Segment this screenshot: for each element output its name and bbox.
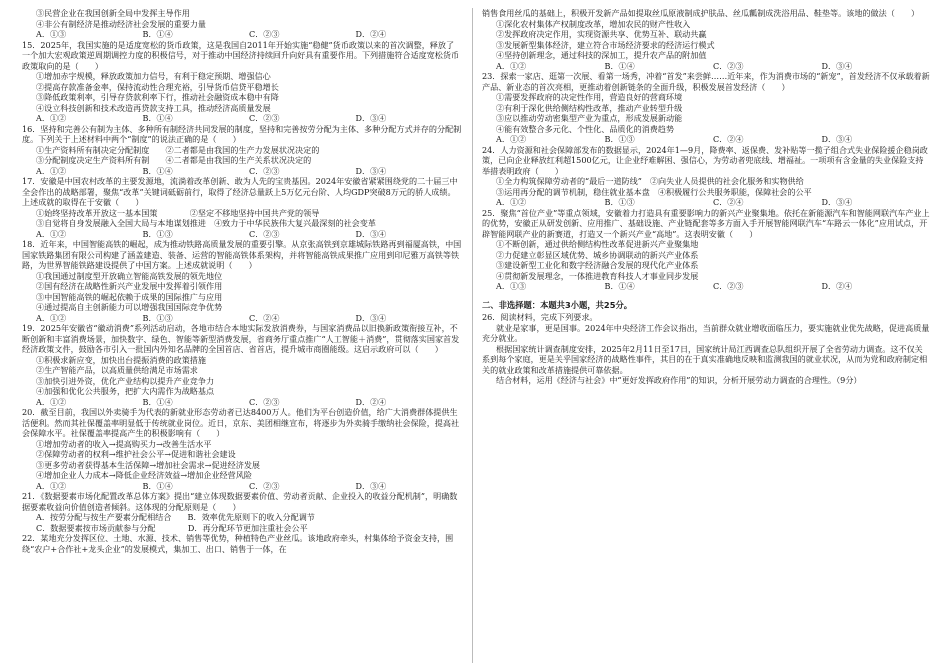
question-stem: 25．聚焦“首位产业”等重点领域，安徽着力打造具有重要影响力的新兴产业聚集地。依托在新能源汽车和智能网联汽车产业上的优势，安徽正从研发创新、应用推广、基础设施、产业链配套等多方面入手开展智能网联汽车“车路云一体化”应用试点，开辟智能网联产业的新赛道，打造又一个新兴产业“高地”。这表明安徽（ ） xyxy=(482,207,930,239)
choice-d[interactable]: D．③④ xyxy=(355,228,387,239)
question-stem: 26．阅读材料，完成下列要求。 xyxy=(482,312,598,322)
option: ③分配制度决定生产资料所有制 ④二者都是由我国的生产关系状况决定的 xyxy=(36,155,312,165)
section-title: 二、非选择题：本题共3小题，共25分。 xyxy=(482,299,633,310)
choice-a[interactable]: A．①② xyxy=(496,197,527,207)
answer-choices xyxy=(482,134,930,145)
option: ④增加企业人力成本→降低企业经济效益→增加企业经营风险 xyxy=(36,470,252,480)
choice-a[interactable]: A．①② xyxy=(36,113,67,123)
left-column xyxy=(22,8,462,554)
choice-d[interactable]: D．③④ xyxy=(355,113,387,123)
choice-c[interactable]: C．②③ xyxy=(249,113,280,123)
option: ④通过提高自主创新能力可以增强我国国际竞争优势 xyxy=(36,302,223,312)
option: ②保障劳动者的权利→维护社会公平→促进和谐社会建设 xyxy=(36,449,236,459)
option: ②提高存款准备金率，保持流动性合理充裕，引导货币信贷平稳增长 xyxy=(36,81,279,92)
option: ②有利于深化供给侧结构性改革，推动产业转型升级 xyxy=(496,102,683,113)
question-21 xyxy=(22,491,462,533)
option: ③降低政策利率，引导存贷款利率下行，推动社会融资成本稳中有降 xyxy=(36,92,279,102)
option: ①增加赤字规模，释放政策加力信号，有利于稳定预期、增强信心 xyxy=(36,71,271,81)
choice-c[interactable]: C．②③ xyxy=(713,60,744,71)
choice-d[interactable]: D．③④ xyxy=(355,312,387,323)
choice-c[interactable]: C．②④ xyxy=(249,312,280,323)
option: ④能有效整合多元化、个性化、品质化的消费趋势 xyxy=(496,123,675,134)
choice-a[interactable]: A．①③ xyxy=(496,281,527,291)
option: ③发展新型集体经济，建立符合市场经济要求的经济运行模式 xyxy=(496,39,715,50)
choice-d[interactable]: D．③④ xyxy=(355,480,387,491)
question-stem: 23．探索一家店、逛第一次展、看第一场秀，冲着“首发”来尝鲜……近年来，作为消费市场的“新宠”，首发经济不仅承载着新产品、新业态的首次亮相，更推动着创新链条的全面升级，积极发展首发经济（ ） xyxy=(482,71,930,92)
option: ③建设新型工业化和数字经济融合发展的现代化产业体系 xyxy=(496,260,699,270)
option: ①需要发挥政府的决定性作用，营造良好的营商环境 xyxy=(496,92,683,102)
choice-d[interactable]: D．③④ xyxy=(821,60,853,71)
choice-d[interactable]: D．③④ xyxy=(821,197,853,207)
option[interactable]: A．按劳分配与按生产要素分配相结合 B．效率优先原则下的收入分配调节 xyxy=(36,512,315,522)
question-stem: 16．坚持和完善公有制为主体、多种所有制经济共同发展的制度，坚持和完善按劳分配为主体、多种分配方式并存的分配制度。下列关于上述材料中两个“制度”的说法正确的是（ ） xyxy=(22,123,462,144)
answer-choices xyxy=(22,313,462,324)
choice-b[interactable]: B．①④ xyxy=(604,60,635,71)
question-stem: 销售食用丝瓜的基础上，积极开发新产品如提取丝瓜原液制成护肤品、丝瓜瓤制成洗浴用品、鞋垫等。该地的做法（ ） xyxy=(482,8,920,18)
option: ①不断创新，通过供给侧结构性改革促进新兴产业聚集地 xyxy=(496,239,699,249)
answer-choices xyxy=(22,113,462,124)
answer-choices xyxy=(482,281,930,292)
answer-choices xyxy=(22,481,462,492)
choice-b[interactable]: B．①④ xyxy=(142,396,173,407)
material-paragraph: 根据国家统计调查制度安排，2025年2月11日至17日，国家统计局江西调查总队组织开展了全省劳动力调查。这不仅关系到每个家庭，更是关乎国家经济的战略性事件，其目的在于真实准确地反映和监测我国的就业状况，从而为党和政府制定相关的就业政策和改革措施提供可靠依据。 xyxy=(482,343,928,375)
option: ③更多劳动者获得基本生活保障→增加社会需求→促进经济发展 xyxy=(36,459,261,470)
choice-a[interactable]: A．①② xyxy=(496,60,527,71)
question-20 xyxy=(22,407,462,491)
question-requirement: 结合材料，运用《经济与社会》中“更好发挥政府作用”的知识，分析开展劳动力调查的合理性。（9分） xyxy=(496,375,862,385)
choice-c[interactable]: C．②④ xyxy=(713,134,744,144)
option: ②生产智能产品，以高质量供给满足市场需求 xyxy=(36,365,198,375)
choice-c[interactable]: C．②③ xyxy=(249,480,280,491)
question-26 xyxy=(482,312,930,386)
question-22-continued xyxy=(482,8,930,71)
answer-choices xyxy=(22,29,462,40)
option: ④贯彻新发展理念，一体推进教育科技人才事业同步发展 xyxy=(496,270,699,281)
option: ③民营企业在我国创新全局中发挥主导作用 xyxy=(36,8,190,18)
option: ③自觉将自身发展融入全国大局与本地谋划推进 ④致力于中华民族伟大复兴最深刻的社会变革 xyxy=(36,218,376,228)
question-stem: 21．《数据要素市场化配置改革总体方案》提出“建立体现数据要素价值、劳动者贡献、企业投入的收益分配机制”，明确数据要素收益向价值创造者倾斜。这体现的分配原则是（ ） xyxy=(22,491,458,512)
choice-c[interactable]: C．②③ xyxy=(249,165,280,176)
column-divider xyxy=(472,8,473,663)
option: ④坚持创新理念，通过科技的深加工，提升农产品的附加值 xyxy=(496,50,707,60)
option: ①增加劳动者的收入→提高购买力→改善生活水平 xyxy=(36,438,212,449)
question-25 xyxy=(482,208,930,292)
option[interactable]: C．数据要素按市场贡献参与分配 D．再分配环节更加注重社会公平 xyxy=(36,522,308,533)
option: ①生产资料所有制决定分配制度 ②二者都是由我国的生产力发展状况决定的 xyxy=(36,144,320,155)
answer-choices xyxy=(22,229,462,240)
option: ①积极求新应变，加快出台提振消费的政策措施 xyxy=(36,354,206,365)
choice-a[interactable]: A．①③ xyxy=(36,29,67,39)
choice-a[interactable]: A．①② xyxy=(36,480,67,491)
option: ②力促建立彰显区域优势、城乡协调联动的新兴产业体系 xyxy=(496,249,699,260)
answer-choices xyxy=(22,166,462,177)
choice-a[interactable]: A．①② xyxy=(36,396,67,407)
option: ③应以推动劳动密集型产业为重点，形成发展新动能 xyxy=(496,113,683,123)
choice-b[interactable]: B．①④ xyxy=(142,480,173,491)
choice-d[interactable]: D．②④ xyxy=(355,396,387,407)
choice-a[interactable]: A．①② xyxy=(496,134,527,144)
material-paragraph: 就业是家事，更是国事。2024年中央经济工作会议指出，当前群众就业增收面临压力，要实施就业优先战略，促进高质量充分就业。 xyxy=(482,322,930,343)
choice-c[interactable]: C．②③ xyxy=(249,396,280,407)
right-column xyxy=(482,8,930,386)
option: ③加快引进外资，优化产业结构以提升产业竞争力 xyxy=(36,375,215,386)
question-stem: 24．人力资源和社会保障部发布的数据显示，2024年1—9月，降费率、返保费、发补贴等一揽子组合式失业保险援企稳岗政策，已向企业释放红利超1500亿元，让企业纾难解困、强信心，为劳动者兜底线、增福祉。一项项有含金量的失业保险支持举措表明政府（ ） xyxy=(482,144,928,176)
choice-a[interactable]: A．①② xyxy=(36,312,67,323)
option: ②发挥政府决定作用，实现资源共享、优势互补、联动共赢 xyxy=(496,29,707,39)
choice-d[interactable]: D．③④ xyxy=(821,134,853,144)
answer-choices xyxy=(482,197,930,208)
choice-b[interactable]: B．①④ xyxy=(142,113,173,123)
option: ①始终坚持改革开放这一基本国策 ②坚定不移地坚持中国共产党的领导 xyxy=(36,207,320,218)
choice-d[interactable]: D．②④ xyxy=(355,29,387,39)
option: ③中国智能高铁的崛起依赖于成果的国际推广与应用 xyxy=(36,291,223,302)
question-18 xyxy=(22,239,462,323)
choice-c[interactable]: C．②③ xyxy=(249,228,280,239)
question-17 xyxy=(22,176,462,239)
option: ③运用再分配的调节机制，稳住就业基本盘 ④积极履行公共服务职能，保障社会的公平 xyxy=(496,186,812,197)
option: ②国有经济在战略性新兴产业发展中发挥着引领作用 xyxy=(36,281,223,291)
choice-b[interactable]: B．①④ xyxy=(604,281,635,291)
choice-b[interactable]: B．①③ xyxy=(142,312,173,323)
question-stem: 15．2025年，我国实施的是适度宽松的货币政策，这是我国自2011年开始实施“稳健”货币政策以来的首次调整，释放了一个加大宏观政策逆周期调控力度的积极信号，对于推动中国经济持续回升向好具有重要作用。下列措施符合适度宽松货币政策取向的是（ ） xyxy=(22,39,460,71)
choice-d[interactable]: D．③④ xyxy=(355,165,387,176)
question-14-tail xyxy=(22,8,462,40)
option: ④设立科技创新和技术改造再贷款支持工具，推动经济高质量发展 xyxy=(36,102,271,113)
question-stem: 19．2025年安徽省“徽动消费”系列活动启动，各地市结合本地实际发放消费券，与国家消费品以旧换新政策衔接互补，不断创新和丰富消费场景，加快数字、绿色、智能等新型消费发展，省商务厅重点推广“人工智能＋消费”，贯彻落实国家首发经济政策文件，鼓励各市引入一批国内外知名品牌的全国首店、省首店，提升城市商圈能级。这启示政府可以（ ） xyxy=(22,323,460,354)
question-23 xyxy=(482,71,930,145)
choice-b[interactable]: B．①④ xyxy=(142,29,173,39)
question-15 xyxy=(22,40,462,124)
option: ①我国通过制度型开放确立智能高铁发展的领先地位 xyxy=(36,270,223,281)
choice-b[interactable]: B．①③ xyxy=(142,228,173,239)
choice-c[interactable]: C．②③ xyxy=(713,281,744,291)
choice-a[interactable]: A．①② xyxy=(36,165,67,176)
question-24 xyxy=(482,145,930,208)
question-16 xyxy=(22,124,462,177)
option: ①全力构筑保障劳动者的“最后一道防线” ②向失业人员提供的社会化服务和实物供给 xyxy=(496,176,804,186)
option: ④非公有制经济是推动经济社会发展的重要力量 xyxy=(36,18,206,29)
answer-choices xyxy=(482,61,930,72)
choice-b[interactable]: B．①③ xyxy=(604,134,635,144)
choice-c[interactable]: C．②③ xyxy=(249,29,280,39)
question-stem: 18．近年来，中国智能高铁的崛起，成为推动铁路高质量发展的重要引擎。从京张高铁到京雄城际铁路再到福厦高铁，中国国家铁路集团有限公司构建了涵盖建造、装备、运营的智能高铁体系架构，并将智能高铁成果推广应用到印尼雅万高铁等铁路，为世界智能铁路建设提供了中国方案。上述成就说明（ ） xyxy=(22,239,462,270)
option: ①深化农村集体产权制度改革，增加农民的财产性收入 xyxy=(496,18,691,29)
question-19 xyxy=(22,323,462,407)
choice-c[interactable]: C．②④ xyxy=(713,197,744,207)
question-stem: 22．某地充分发挥区位、土地、水源、技术、销售等优势，种植特色产业丝瓜。该地政府牵头，村集体给予资金支持，围绕“农户+合作社+龙头企业”的发展模式，集加工、出口、销售于一体，在 xyxy=(22,533,454,554)
question-22 xyxy=(22,533,462,554)
answer-choices xyxy=(22,397,462,408)
choice-a[interactable]: A．①② xyxy=(36,228,67,239)
option: ④加强和优化公共服务，把扩大内需作为战略基点 xyxy=(36,386,215,396)
question-stem: 20．截至目前，我国以外卖骑手为代表的新就业形态劳动者已达8400万人。他们为平台创造价值，给广大消费群体提供生活便利。然而其社保覆盖率明显低于传统就业岗位。近日，京东、美团相继宣布，将逐步为外卖骑手缴纳社会保险，提高社会保障水平。社保覆盖率提高产生的积极影响有（ ） xyxy=(22,407,460,438)
choice-b[interactable]: B．①④ xyxy=(142,165,173,176)
choice-d[interactable]: D．②④ xyxy=(821,281,853,291)
choice-b[interactable]: B．①③ xyxy=(604,197,635,207)
question-stem: 17．安徽是中国农村改革的主要发源地，流淌着改革创新、敢为人先的宝贵基因。2024年安徽省紧紧围绕党的二十届三中全会作出的战略部署，聚焦“改革”关键词砥砺前行，取得了经济总量跃上5万亿元台阶、人均GDP突破8万元的骄人成绩。上述成就的取得在于安徽（ ） xyxy=(22,176,458,207)
